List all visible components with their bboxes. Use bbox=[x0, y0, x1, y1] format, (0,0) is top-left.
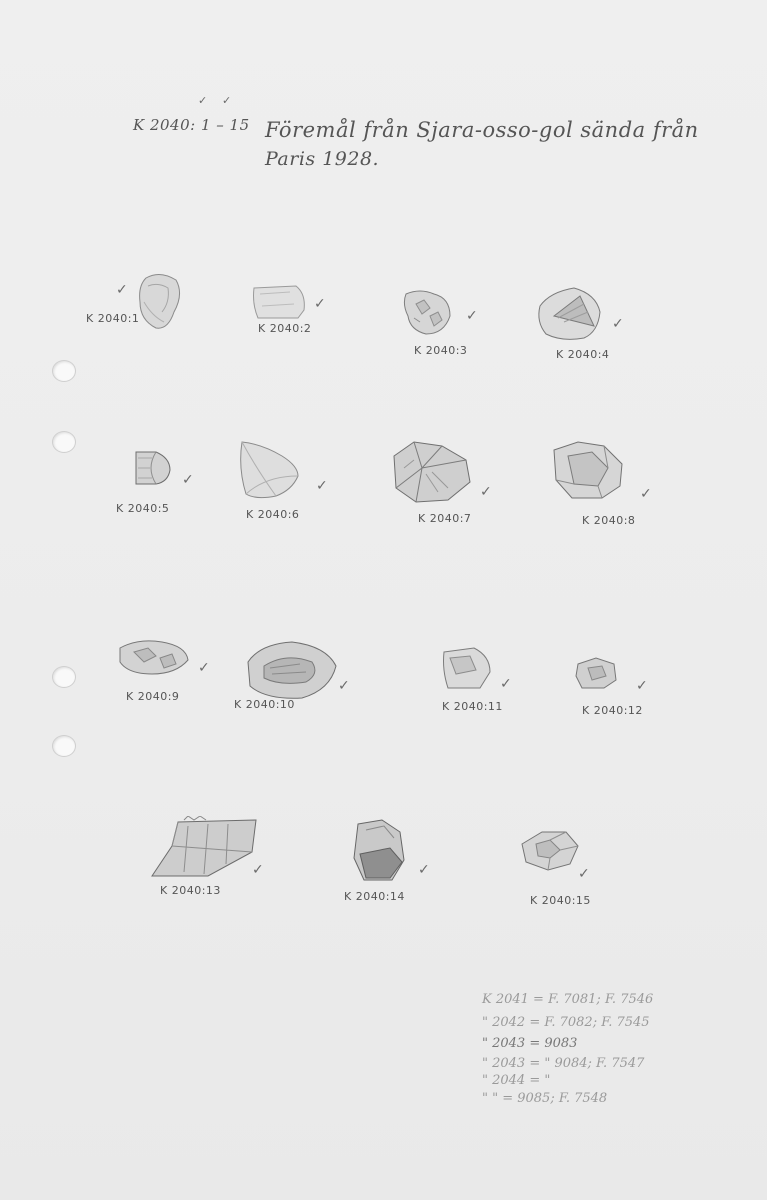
object-label: K 2040:12 bbox=[582, 704, 643, 717]
artifact-drawing-12 bbox=[574, 656, 620, 692]
check-mark: ✓ bbox=[182, 472, 194, 488]
object-label: K 2040:15 bbox=[530, 894, 591, 907]
object-label: K 2040:13 bbox=[160, 884, 221, 897]
page-title: Föremål från Sjara-osso-gol sända från bbox=[265, 118, 699, 142]
catalog-note-line: " 2042 = F. 7082; F. 7545 bbox=[482, 1015, 650, 1030]
check-mark: ✓ bbox=[578, 866, 590, 882]
object-label: K 2040:10 bbox=[234, 698, 295, 711]
check-mark: ✓ bbox=[198, 94, 208, 107]
check-mark: ✓ bbox=[222, 94, 232, 107]
check-mark: ✓ bbox=[116, 282, 128, 298]
artifact-drawing-2 bbox=[250, 284, 310, 322]
artifact-drawing-10 bbox=[240, 638, 340, 702]
binder-hole bbox=[52, 735, 76, 757]
check-mark: ✓ bbox=[612, 316, 624, 332]
object-label: K 2040:2 bbox=[258, 322, 312, 335]
check-mark: ✓ bbox=[418, 862, 430, 878]
artifact-drawing-5 bbox=[132, 448, 174, 488]
artifact-drawing-7 bbox=[386, 438, 476, 506]
catalog-note-line: K 2041 = F. 7081; F. 7546 bbox=[482, 992, 654, 1007]
object-label: K 2040:3 bbox=[414, 344, 468, 357]
catalog-note-line: " 2043 = 9083 bbox=[482, 1036, 578, 1051]
object-label: K 2040:8 bbox=[582, 514, 636, 527]
object-label: K 2040:9 bbox=[126, 690, 180, 703]
artifact-drawing-9 bbox=[114, 638, 194, 678]
artifact-drawing-4 bbox=[534, 286, 604, 344]
check-mark: ✓ bbox=[316, 478, 328, 494]
check-mark: ✓ bbox=[338, 678, 350, 694]
artifact-drawing-11 bbox=[440, 646, 494, 692]
artifact-drawing-14 bbox=[350, 818, 408, 884]
artifact-drawing-3 bbox=[400, 288, 458, 338]
object-label: K 2040:5 bbox=[116, 502, 170, 515]
check-mark: ✓ bbox=[466, 308, 478, 324]
object-label: K 2040:1 bbox=[86, 312, 140, 325]
catalog-note-line: " " = 9085; F. 7548 bbox=[482, 1091, 608, 1106]
check-mark: ✓ bbox=[480, 484, 492, 500]
object-label: K 2040:4 bbox=[556, 348, 610, 361]
artifact-drawing-15 bbox=[516, 828, 582, 874]
catalog-note-line: " 2043 = " 9084; F. 7547 bbox=[482, 1056, 645, 1071]
check-mark: ✓ bbox=[314, 296, 326, 312]
check-mark: ✓ bbox=[500, 676, 512, 692]
binder-hole bbox=[52, 360, 76, 382]
check-mark: ✓ bbox=[640, 486, 652, 502]
check-mark: ✓ bbox=[252, 862, 264, 878]
object-label: K 2040:11 bbox=[442, 700, 503, 713]
object-label: K 2040:7 bbox=[418, 512, 472, 525]
binder-hole bbox=[52, 431, 76, 453]
binder-hole bbox=[52, 666, 76, 688]
artifact-drawing-13 bbox=[148, 816, 262, 880]
object-label: K 2040:6 bbox=[246, 508, 300, 521]
catalog-number-range: K 2040: 1 – 15 bbox=[133, 116, 250, 134]
catalog-note-line: " 2044 = " bbox=[482, 1073, 551, 1088]
page-title-line2: Paris 1928. bbox=[265, 148, 380, 170]
check-mark: ✓ bbox=[198, 660, 210, 676]
check-mark: ✓ bbox=[636, 678, 648, 694]
artifact-drawing-6 bbox=[236, 438, 304, 502]
artifact-drawing-1 bbox=[134, 272, 186, 334]
artifact-drawing-8 bbox=[548, 440, 628, 502]
object-label: K 2040:14 bbox=[344, 890, 405, 903]
